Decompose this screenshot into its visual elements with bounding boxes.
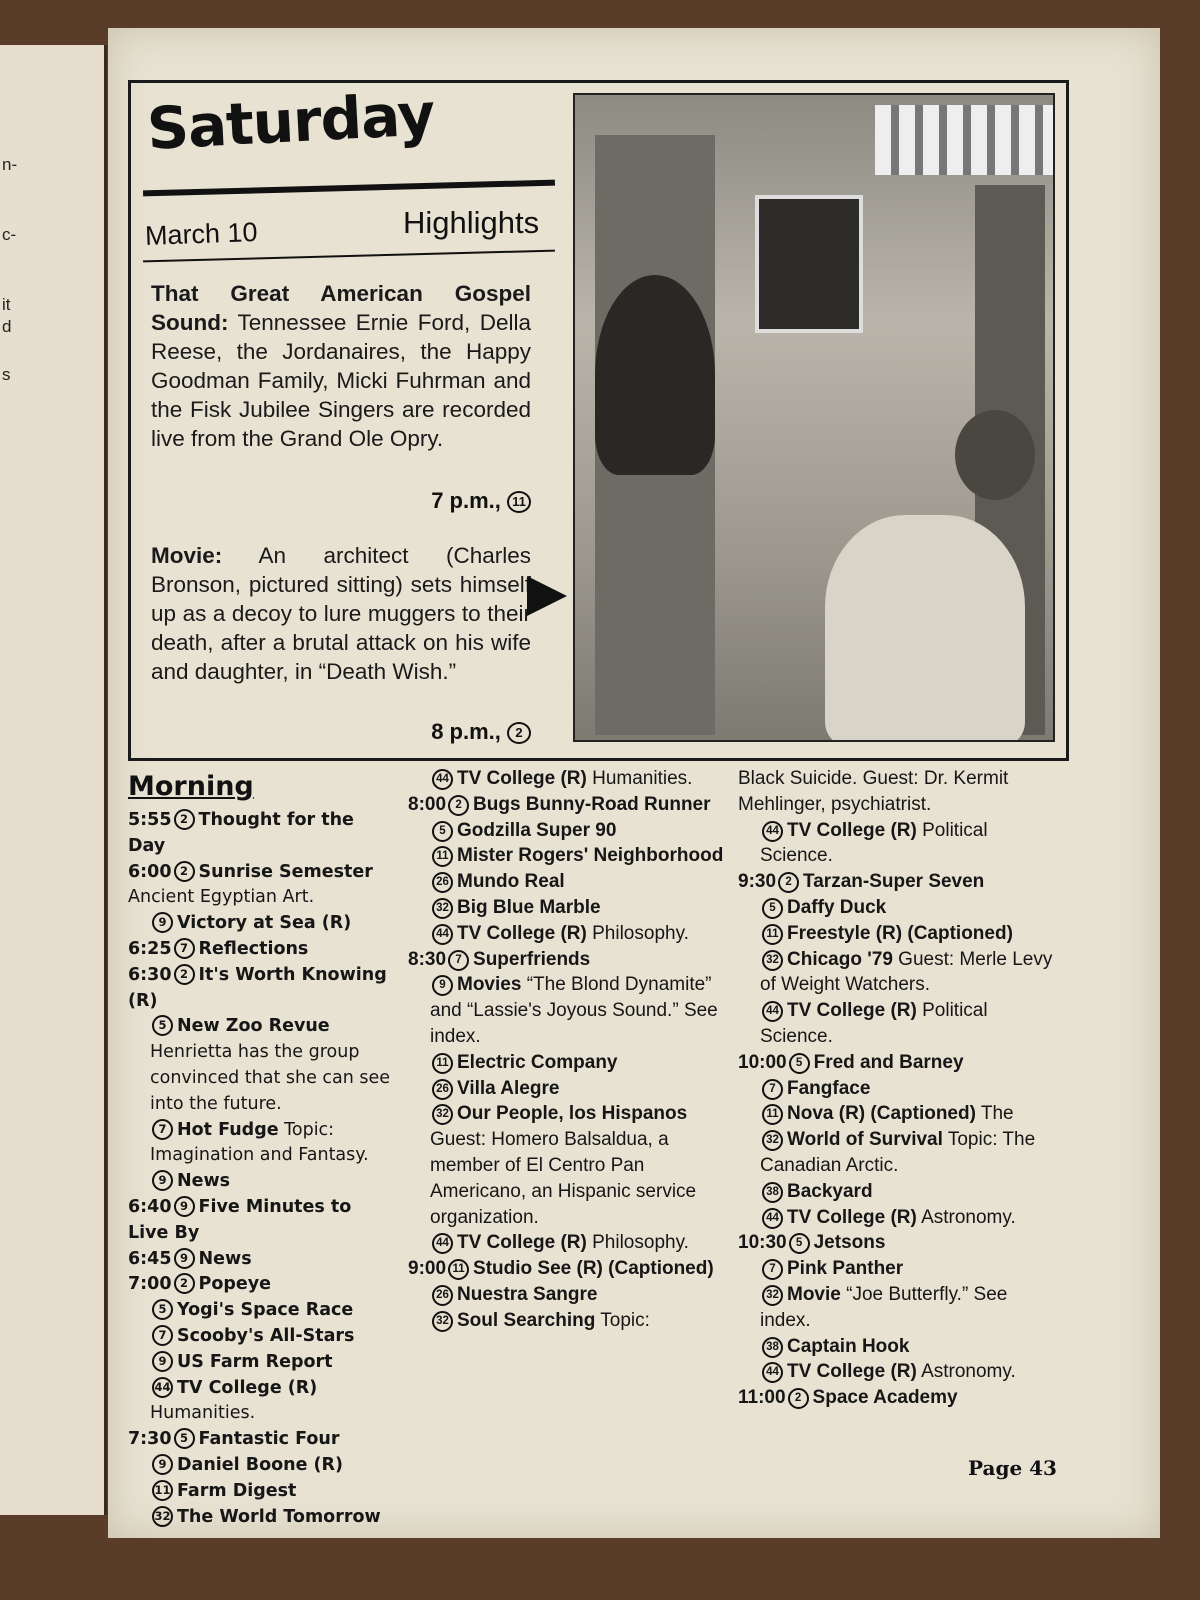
channel-circle: 7 (448, 950, 469, 971)
entry-time: 8:00 (408, 793, 447, 815)
schedule-entry (128, 1427, 396, 1453)
entry-time: 9:00 (408, 1258, 447, 1280)
schedule-entry (738, 998, 1060, 1050)
entry-title: Bugs Bunny-Road Runner (473, 793, 711, 815)
schedule-entry (128, 1324, 396, 1350)
schedule-entry (408, 972, 726, 1049)
schedule-entry (738, 921, 1060, 947)
channel-circle: 5 (432, 821, 453, 842)
channel-circle: 32 (762, 950, 783, 971)
channel-circle: 26 (432, 1285, 453, 1306)
schedule-entry (738, 1205, 1060, 1231)
entry-description: “The Blond Dynamite” and “Lassie's Joyous Sound.” See index. (430, 974, 718, 1047)
entry-title: TV College (R) (787, 1206, 917, 1228)
schedule-entry (408, 1256, 726, 1282)
entry-title: TV College (R) (457, 1232, 587, 1254)
entry-title: TV College (R) (457, 922, 587, 944)
entry-title: TV College (R) (457, 768, 587, 789)
schedule-entry (738, 766, 1060, 818)
channel-circle: 32 (432, 1104, 453, 1125)
entry-time: 8:30 (408, 948, 447, 970)
entry-time: 11:00 (738, 1387, 786, 1409)
channel-circle: 9 (152, 912, 173, 933)
left-page-fragment: c- (2, 225, 17, 244)
entry-title: Our People, los Hispanos (457, 1103, 688, 1125)
entry-title: Yogi's Space Race (177, 1300, 354, 1321)
schedule-entry (738, 1101, 1060, 1127)
schedule-entry (738, 1179, 1060, 1205)
schedule-entry (128, 1505, 396, 1531)
entry-title: Superfriends (473, 948, 591, 970)
channel-circle: 11 (762, 1104, 783, 1125)
schedule-column-1 (128, 766, 396, 1530)
entry-description: Topic: (595, 1309, 650, 1331)
entry-time: 6:45 (128, 1248, 172, 1269)
entry-title: Backyard (787, 1180, 873, 1202)
channel-circle: 44 (432, 1233, 453, 1254)
highlight-movie (151, 541, 531, 686)
schedule-entry (128, 808, 396, 860)
schedule-entry (738, 1127, 1060, 1179)
channel-circle: 5 (762, 898, 783, 919)
left-page-fragment: d (2, 317, 12, 336)
channel-circle: 9 (152, 1351, 173, 1372)
entry-title: TV College (R) (787, 1361, 917, 1383)
entry-title: Farm Digest (177, 1480, 297, 1501)
schedule-entry (128, 1272, 396, 1298)
entry-title: Pink Panther (787, 1258, 904, 1280)
schedule-entry (738, 1256, 1060, 1282)
entry-title: Chicago '79 (787, 948, 893, 970)
entry-time: 9:30 (738, 871, 777, 893)
schedule-entry (738, 895, 1060, 921)
channel-circle: 44 (432, 769, 453, 790)
schedule-entry (738, 1050, 1060, 1076)
schedule-column-2 (408, 766, 726, 1334)
channel-circle: 32 (432, 898, 453, 919)
highlight-time-text: 8 p.m., (431, 719, 501, 744)
highlight-time (331, 488, 531, 514)
entry-title: Hot Fudge (177, 1119, 279, 1140)
schedule-entry (738, 947, 1060, 999)
channel-circle: 9 (174, 1196, 195, 1217)
entry-title: Daffy Duck (787, 896, 887, 918)
entry-description: Philosophy. (586, 1232, 689, 1254)
channel-circle: 44 (762, 821, 783, 842)
entry-title: Sunrise Semester (198, 861, 373, 882)
channel-circle: 26 (432, 1079, 453, 1100)
schedule-entry (738, 1334, 1060, 1360)
channel-circle: 2 (788, 1388, 809, 1409)
schedule-entry (128, 1350, 396, 1376)
entry-title: Captain Hook (787, 1335, 910, 1357)
highlight-lead: Movie: (151, 543, 223, 568)
schedule-entry (128, 1169, 396, 1195)
schedule-entry (408, 818, 726, 844)
channel-circle: 5 (152, 1015, 173, 1036)
channel-circle: 32 (152, 1506, 173, 1527)
schedule-entry (738, 818, 1060, 870)
entry-description: Henrietta has the group convinced that she can see into the future. (150, 1042, 391, 1114)
entry-title: Fantastic Four (198, 1429, 340, 1450)
channel-circle: 5 (789, 1233, 810, 1254)
schedule-entry (408, 1076, 726, 1102)
channel-circle: 2 (174, 861, 195, 882)
left-page-fragment: n- (2, 155, 18, 174)
schedule-entry (128, 1479, 396, 1505)
entry-title: Soul Searching (457, 1309, 596, 1331)
entry-description: “Joe Butterfly.” See index. (760, 1283, 1008, 1331)
title-rule (143, 180, 555, 197)
schedule-entry (408, 1308, 726, 1334)
channel-circle: 7 (762, 1079, 783, 1100)
schedule-entry (738, 869, 1060, 895)
entry-time: 6:00 (128, 861, 172, 882)
highlights-label: Highlights (403, 205, 540, 240)
channel-circle: 11 (432, 1053, 453, 1074)
entry-title: Villa Alegre (457, 1077, 560, 1099)
entry-description: Political Science. (760, 819, 988, 867)
entry-title: Victory at Sea (R) (177, 913, 352, 934)
channel-circle: 32 (762, 1130, 783, 1151)
entry-time: 7:30 (128, 1429, 172, 1450)
schedule-entry (408, 947, 726, 973)
channel-circle: 38 (762, 1182, 783, 1203)
day-title: Saturday (145, 80, 436, 163)
left-page-fragment: it (2, 295, 11, 314)
schedule-column-3 (738, 766, 1060, 1411)
entry-description: Political Science. (760, 1000, 988, 1047)
schedule-entry (128, 1014, 396, 1117)
schedule-entry (128, 937, 396, 963)
channel-circle: 5 (789, 1053, 810, 1074)
channel-circle: 11 (507, 491, 531, 513)
tv-guide-page (108, 28, 1160, 1538)
highlight-time (331, 719, 531, 745)
schedule-entry (408, 1282, 726, 1308)
channel-circle: 2 (778, 872, 799, 893)
schedule-entry (738, 1385, 1060, 1411)
channel-circle: 44 (762, 1001, 783, 1022)
schedule-entry (408, 1230, 726, 1256)
channel-circle: 32 (432, 1311, 453, 1332)
highlight-gospel (151, 279, 531, 453)
page-number: Page 43 (968, 1456, 1057, 1480)
highlight-text: An architect (Charles Bronson, pictured sitting) sets himself up as a decoy to lure muggers to their death, after a brutal attack on his wife and daughter, in “Death Wish.” (151, 543, 531, 684)
schedule-entry (738, 1359, 1060, 1385)
schedule-entry (408, 921, 726, 947)
entry-description: Topic: Imagination and Fantasy. (150, 1119, 369, 1166)
entry-title: Popeye (198, 1274, 272, 1295)
entry-title: TV College (R) (177, 1377, 318, 1398)
entry-title: Mister Rogers' Neighborhood (457, 845, 724, 867)
entry-description: Humanities. (150, 1403, 256, 1424)
entry-title: Nova (R) (Captioned) (787, 1103, 976, 1125)
pointer-triangle-icon (527, 576, 567, 616)
channel-circle: 2 (507, 722, 531, 744)
highlights-box (128, 80, 1069, 761)
schedule-entry (408, 869, 726, 895)
channel-circle: 9 (432, 975, 453, 996)
channel-circle: 5 (152, 1299, 173, 1320)
entry-title: Tarzan-Super Seven (803, 871, 985, 893)
entry-title: Nuestra Sangre (457, 1283, 598, 1305)
channel-circle: 7 (152, 1119, 173, 1140)
entry-title: TV College (R) (787, 1000, 917, 1022)
schedule-entry (408, 1050, 726, 1076)
channel-circle: 44 (152, 1377, 173, 1398)
channel-circle: 7 (762, 1259, 783, 1280)
entry-title: New Zoo Revue (177, 1016, 330, 1037)
entry-description: Astronomy. (916, 1206, 1016, 1228)
date-rule (143, 250, 555, 263)
entry-time: 5:55 (128, 810, 172, 830)
entry-description: Philosophy. (586, 922, 689, 944)
schedule-entry (738, 1230, 1060, 1256)
entry-title: Movie (787, 1283, 841, 1305)
channel-circle: 2 (174, 809, 195, 830)
entry-title: Electric Company (457, 1051, 618, 1073)
entry-time: 10:00 (738, 1051, 787, 1073)
channel-circle: 5 (174, 1428, 195, 1449)
entry-description: Astronomy. (916, 1361, 1016, 1383)
schedule-entry (408, 843, 726, 869)
morning-heading: Morning (128, 771, 254, 802)
channel-circle: 44 (762, 1208, 783, 1229)
schedule-entry (128, 1376, 396, 1428)
entry-title: Scooby's All-Stars (177, 1325, 355, 1346)
entry-title: Movies (457, 974, 522, 996)
schedule-entry (738, 1076, 1060, 1102)
entry-time: 6:30 (128, 964, 172, 985)
movie-still-photo (573, 93, 1055, 742)
schedule-entry (408, 895, 726, 921)
entry-title: Fangface (787, 1077, 871, 1099)
channel-circle: 9 (152, 1170, 173, 1191)
entry-title: Five Minutes to Live By (128, 1196, 352, 1243)
entry-title: US Farm Report (177, 1351, 333, 1372)
entry-title: Studio See (R) (Captioned) (473, 1258, 714, 1280)
channel-circle: 26 (432, 872, 453, 893)
entry-title: News (198, 1248, 252, 1269)
channel-circle: 11 (152, 1480, 173, 1501)
channel-circle: 11 (448, 1259, 469, 1280)
entry-description: Topic: The Canadian Arctic. (760, 1129, 1036, 1176)
entry-description: The (975, 1103, 1014, 1125)
entry-title: News (177, 1171, 231, 1192)
entry-title: TV College (R) (787, 819, 917, 841)
entry-time: 6:25 (128, 938, 172, 959)
channel-circle: 2 (448, 795, 469, 816)
entry-title: Daniel Boone (R) (177, 1454, 344, 1475)
entry-title: Space Academy (812, 1387, 958, 1409)
left-page-fragment: s (2, 365, 11, 384)
channel-circle: 2 (174, 964, 195, 985)
channel-circle: 7 (152, 1325, 173, 1346)
entry-description: Ancient Egyptian Art. (128, 887, 315, 908)
schedule-entry (738, 1282, 1060, 1334)
schedule-entry (128, 1195, 396, 1247)
channel-circle: 38 (762, 1337, 783, 1358)
entry-time: 10:30 (738, 1232, 787, 1254)
entry-title: Big Blue Marble (457, 896, 601, 918)
schedule-entry (408, 1101, 726, 1230)
schedule-entry (128, 963, 396, 1015)
entry-title: Fred and Barney (813, 1051, 964, 1073)
entry-title: Thought for the Day (128, 810, 354, 856)
entry-description: Humanities. (586, 768, 693, 789)
channel-circle: 32 (762, 1285, 783, 1306)
entry-title: Reflections (198, 938, 309, 959)
entry-title: Godzilla Super 90 (457, 819, 617, 841)
entry-title: Mundo Real (457, 871, 565, 893)
schedule-entry (128, 1298, 396, 1324)
date-label: March 10 (144, 217, 259, 251)
highlight-lead: That Great American Gospel Sound: (151, 281, 531, 335)
schedule-entry (128, 1247, 396, 1273)
entry-title: The World Tomorrow (177, 1506, 381, 1527)
channel-circle: 2 (174, 1273, 195, 1294)
channel-circle: 11 (762, 924, 783, 945)
channel-circle: 44 (762, 1362, 783, 1383)
schedule-entry (408, 792, 726, 818)
entry-title: World of Survival (787, 1129, 943, 1151)
left-page-edge (0, 45, 107, 1515)
schedule-entry (128, 1118, 396, 1170)
highlight-text: Tennessee Ernie Ford, Della Reese, the Jordanaires, the Happy Goodman Family, Micki Fuhrman and the Fisk Jubilee Singers are recorded live from the Grand Ole Opry. (151, 310, 531, 451)
entry-time: 7:00 (128, 1274, 172, 1295)
schedule-entry (128, 860, 396, 912)
channel-circle: 9 (174, 1248, 195, 1269)
entry-title: It's Worth Knowing (R) (128, 964, 387, 1011)
entry-description: Black Suicide. Guest: Dr. Kermit Mehlinger, psychiatrist. (738, 768, 1009, 815)
entry-time: 6:40 (128, 1196, 172, 1217)
entry-title: Jetsons (813, 1232, 886, 1254)
entry-description: Guest: Homero Balsaldua, a member of El Centro Pan Americano, an Hispanic service organization. (430, 1129, 697, 1228)
schedule-entry (408, 766, 726, 792)
entry-description: Guest: Merle Levy of Weight Watchers. (760, 948, 1053, 996)
channel-circle: 7 (174, 938, 195, 959)
channel-circle: 11 (432, 846, 453, 867)
entry-title: Freestyle (R) (Captioned) (787, 922, 1013, 944)
schedule-entry (128, 911, 396, 937)
schedule-entry (128, 1453, 396, 1479)
highlight-time-text: 7 p.m., (431, 488, 501, 513)
channel-circle: 44 (432, 924, 453, 945)
channel-circle: 9 (152, 1454, 173, 1475)
